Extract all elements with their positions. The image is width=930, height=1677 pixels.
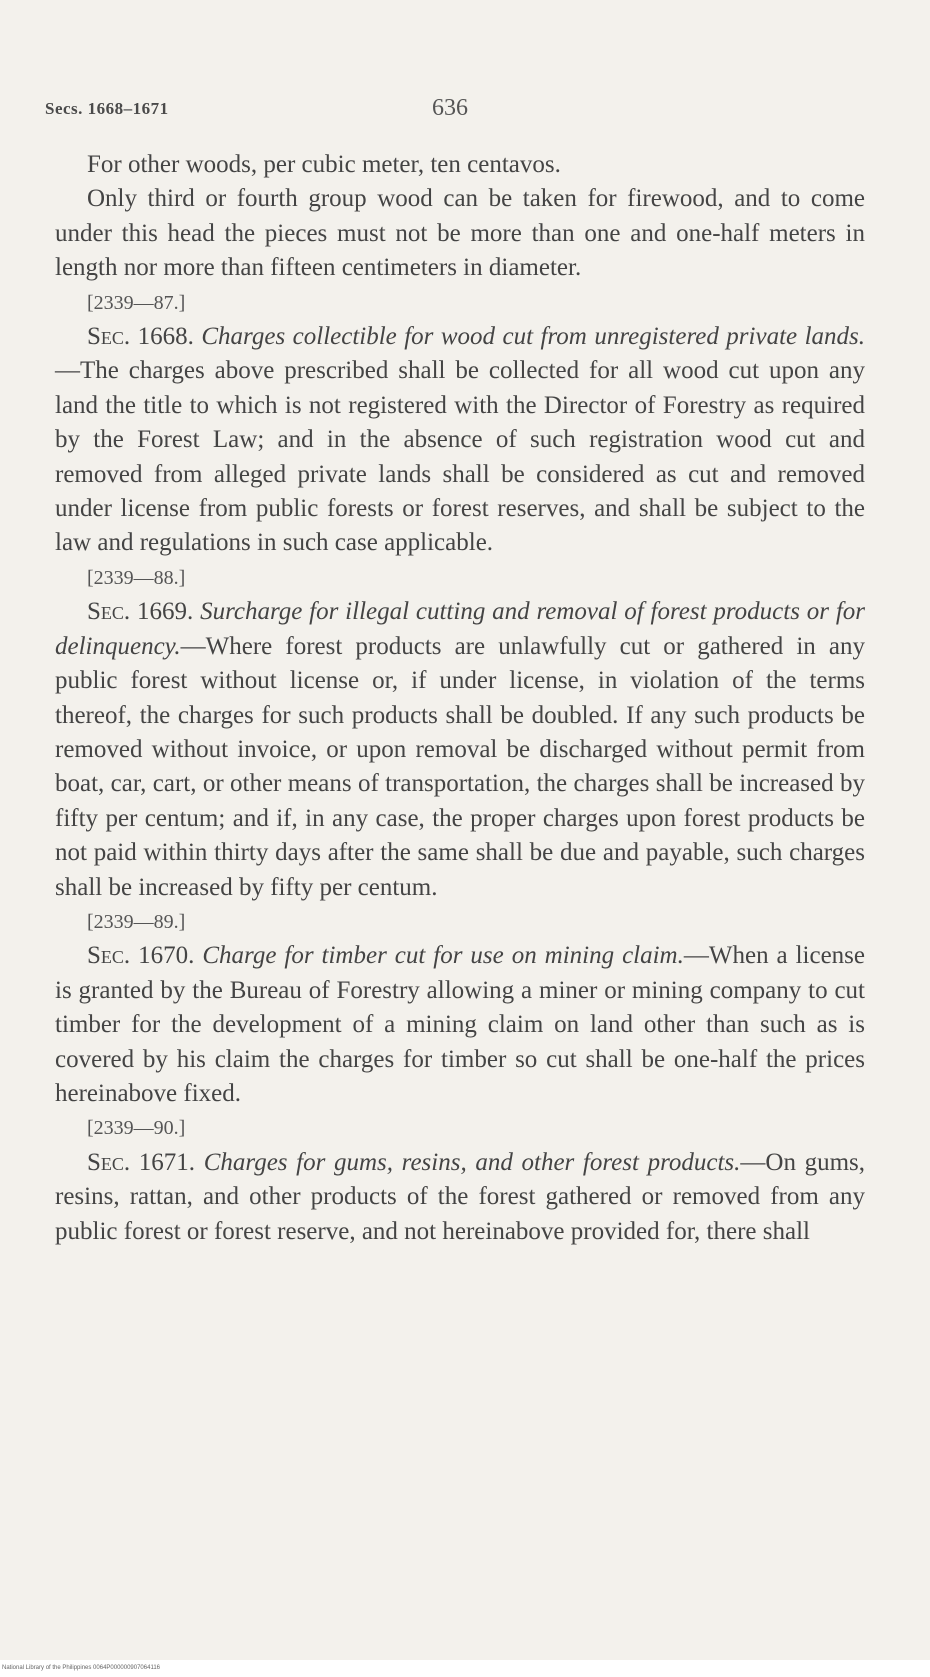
section-title: Charges for gums, resins, and other forest products.	[203, 1148, 741, 1176]
citation-2339-87: [2339—87.]	[87, 291, 186, 314]
citation-2339-90: [2339—90.]	[87, 1117, 186, 1140]
section-text: —On gums, resins, rattan, and other products of the forest gathered or removed from any public forest or forest reserve, and not hereinabove provided for, there shall	[55, 1148, 866, 1245]
section-title: Charge for timber cut for use on mining claim.	[202, 942, 684, 970]
section-number: Sec. 1669.	[87, 598, 194, 626]
page-body	[55, 148, 865, 1249]
section-text: —The charges above prescribed shall be collected for all wood cut upon any land the title to which is not registered with the Director of Forestry as required by the Forest Law; and in the absence of such registration wood cut and removed from alleged private lands shall be considered as cut and removed under license from public forests or forest reserves, and shall be subject to the law and regulations in such case applicable.	[55, 357, 865, 557]
page-number: 636	[432, 95, 468, 121]
section-1668	[55, 320, 865, 561]
section-text: —Where forest products are unlawfully cut or gathered in any public forest without license or, if under license, in violation of the terms thereof, the charges for such products shall be doubled. If any such products be removed without invoice, or upon removal be discharged without permit from boat, car, cart, or other means of transportation, the charges shall be increased by fifty per centum; and if, in any case, the proper charges upon forest products be not paid within thirty days after the same shall be due and payable, such charges shall be increased by fifty per centum.	[55, 632, 865, 901]
section-number: Sec. 1670.	[87, 942, 195, 970]
paragraph-other-woods: For other woods, per cubic meter, ten centavos.	[87, 151, 561, 178]
section-range: Secs. 1668–1671	[45, 99, 169, 118]
paragraph-firewood: Only third or fourth group wood can be taken for firewood, and to come under this head the pieces must not be more than one and one-half meters in length nor more than fifteen centimeters in diameter.	[55, 185, 865, 282]
citation-2339-89: [2339—89.]	[87, 910, 186, 933]
section-1669	[55, 595, 865, 905]
section-number: Sec. 1668.	[87, 323, 194, 351]
section-title: Charges collectible for wood cut from unregistered private lands.	[201, 323, 866, 351]
section-number: Sec. 1671.	[87, 1148, 196, 1176]
section-title: Surcharge for illegal cutting and removal of forest products or for delinquency.	[55, 598, 866, 660]
section-1671	[55, 1146, 865, 1249]
page-header	[45, 95, 845, 125]
section-1670	[55, 939, 865, 1111]
section-text: —When a license is granted by the Bureau of Forestry allowing a miner or mining company to cut timber for the development of a mining claim on land other than such as is covered by his claim the charges for timber so cut shall be one-half the prices hereinabove fixed.	[55, 942, 866, 1107]
scan-footer: National Library of the Philippines 0064P000000907064116	[0, 1660, 930, 1677]
citation-2339-88: [2339—88.]	[87, 566, 186, 589]
